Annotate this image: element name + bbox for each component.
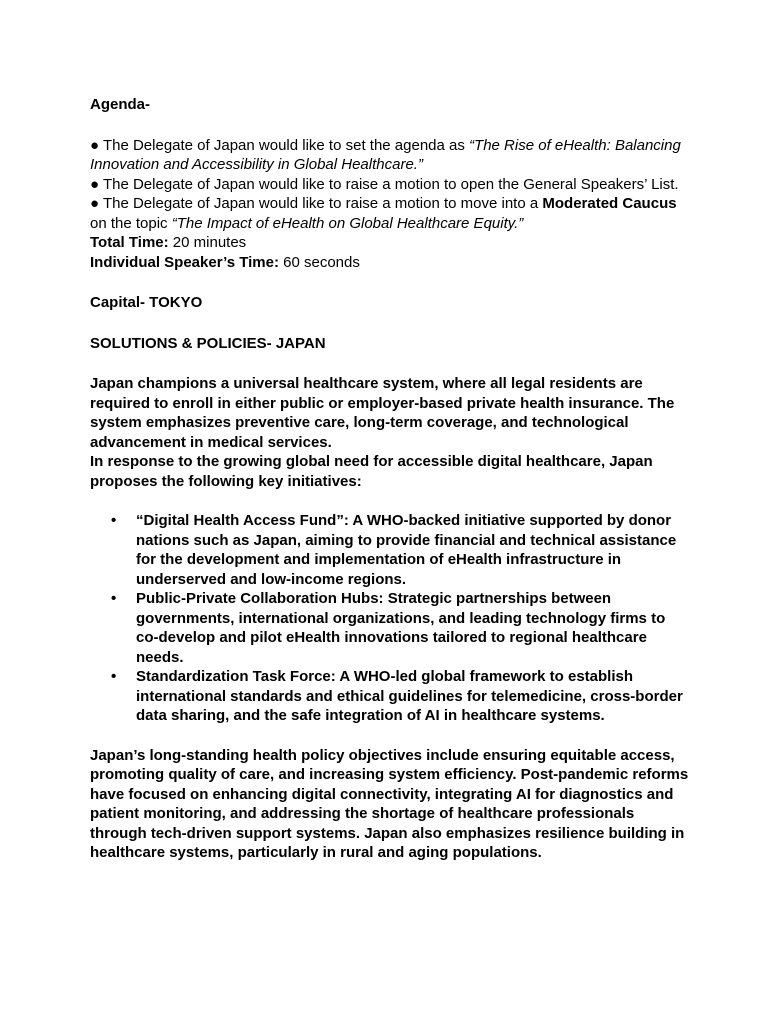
initiatives-list: [90, 511, 690, 726]
initiative-text: Standardization Task Force: A WHO-led global framework to establish international standards and ethical guidelines for telemedicine, cross-border data sharing, and the safe integration of AI in healthcare systems.: [136, 668, 683, 724]
agenda-item-text: ● The Delegate of Japan would like to raise a motion to move into a: [90, 195, 543, 212]
agenda-item-text: ● The Delegate of Japan would like to set the agenda as: [90, 136, 470, 154]
speaker-time-line: [90, 253, 690, 273]
document-page: [90, 95, 690, 863]
list-item: [90, 589, 690, 667]
bullet-icon: •: [111, 512, 117, 529]
initiative-text: Public-Private Collaboration Hubs: Strategic partnerships between governments, international organizations, and leading technology firms to co-develop and pilot eHealth innovations tailored to regional healthcare needs.: [136, 590, 666, 666]
total-time-label: Total Time:: [90, 234, 169, 251]
agenda-item-set-agenda: [90, 136, 690, 175]
initiative-text: “Digital Health Access Fund”: A WHO-backed initiative supported by donor nations such as Japan, aiming to provide financial and technical assistance for the development and implementation of eHealth infrastructure in underserved and low-income regions.: [136, 512, 677, 588]
solutions-heading: SOLUTIONS & POLICIES- JAPAN: [90, 334, 326, 352]
total-time-line: [90, 233, 690, 253]
agenda-item-gsl-motion: ● The Delegate of Japan would like to raise a motion to open the General Speakers’ List.: [90, 175, 679, 193]
initiatives-lead-paragraph: In response to the growing global need for accessible digital healthcare, Japan proposes the following key initiatives:: [90, 453, 653, 490]
agenda-heading: Agenda-: [90, 96, 150, 113]
agenda-item-moderated-caucus: [90, 194, 690, 233]
speaker-time-label: Individual Speaker’s Time:: [90, 253, 279, 271]
agenda-topic-title: “The Rise of eHealth: Balancing Innovation and Accessibility in Global Healthcare.”: [90, 136, 681, 173]
bullet-icon: •: [111, 668, 117, 685]
list-item: [90, 511, 690, 589]
bullet-icon: •: [111, 590, 117, 607]
speaker-time-value: 60 seconds: [278, 253, 360, 271]
intro-paragraph: Japan champions a universal healthcare system, where all legal residents are required to enroll in either public or employer-based private health insurance. The system emphasizes preventive care, long-term coverage, and technological advancement in medical services.: [90, 375, 675, 451]
agenda-item-text: on the topic: [90, 214, 172, 232]
list-item: [90, 667, 690, 726]
agenda-list: [90, 136, 690, 273]
total-time-value: 20 minutes: [168, 234, 247, 251]
closing-paragraph: Japan’s long-standing health policy objectives include ensuring equitable access, promoting quality of care, and increasing system efficiency. Post-pandemic reforms have focused on enhancing digital connectivity, integrating AI for diagnostics and patient monitoring, and addressing the shortage of healthcare professionals through tech-driven support systems. Japan also emphasizes resilience building in healthcare systems, particularly in rural and aging populations.: [90, 746, 689, 861]
caucus-topic-title: “The Impact of eHealth on Global Healthcare Equity.”: [171, 214, 524, 232]
capital-heading: Capital- TOKYO: [90, 294, 203, 311]
moderated-caucus-label: Moderated Caucus: [542, 195, 677, 212]
